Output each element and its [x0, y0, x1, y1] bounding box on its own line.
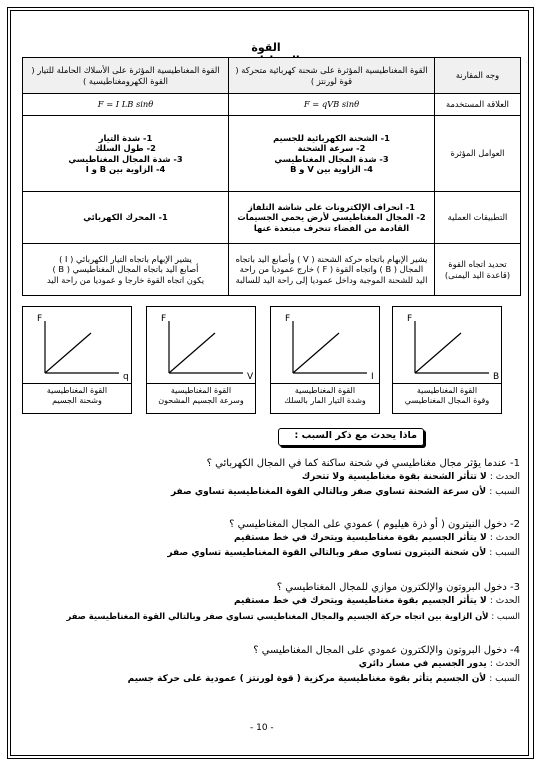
question-text: 4- دخول البروتون والإلكترون عمودي على المجال المغناطيسي ؟ — [253, 645, 520, 656]
answer-event — [25, 596, 520, 606]
header-aspect: وجه المقارنة — [435, 58, 521, 94]
x-axis-label: I — [371, 372, 374, 382]
row-label-direction — [435, 244, 521, 296]
y-axis-label: F — [285, 314, 291, 324]
x-axis-label: V — [247, 372, 254, 382]
header-charge: القوة المغناطيسية المؤثرة على شحنة كهربائية متحركة ( قوة لورنتز ) — [229, 58, 435, 94]
list-item: 1- المحرك الكهربائي — [83, 212, 168, 223]
graph-svg — [271, 307, 381, 385]
event-label: الحدث : — [489, 533, 520, 543]
comparison-table — [22, 57, 521, 296]
list-item: 2- سرعة الشحنة — [297, 143, 366, 154]
row-label-applications: التطبيقات العملية — [435, 192, 521, 244]
proportional-line — [45, 333, 91, 373]
x-axis-label: q — [123, 372, 129, 382]
graph-caption — [146, 384, 256, 414]
rule-line: يشير الإبهام باتجاه حركة الشحنة ( V ) وأصابع اليد باتجاه — [235, 253, 428, 264]
graph-box — [22, 306, 132, 384]
rule-line: أصابع اليد باتجاه المجال المغناطيسي ( B ) — [52, 264, 199, 275]
list-item: 4- الزاوية بين B و I — [85, 163, 166, 174]
answer-event — [25, 472, 520, 482]
reason-label: السبب : — [489, 674, 520, 684]
event-text: لا يتأثر الجسيم بقوة مغناطيسية ويتحرك في خط مستقيم — [234, 596, 487, 606]
wire-factors-list — [23, 116, 229, 192]
list-item: 1- شدة التيار — [98, 132, 153, 143]
page-number: - 10 - — [250, 723, 274, 733]
question-block-4 — [25, 645, 520, 684]
x-axis-label: B — [493, 372, 500, 382]
answer-reason — [25, 548, 520, 558]
proportional-line — [293, 333, 339, 373]
direction-label-line: تحديد اتجاه القوة — [448, 259, 507, 270]
proportional-line — [415, 333, 461, 373]
reason-label: السبب : — [489, 487, 520, 497]
reason-text: لأن سرعة الشحنة تساوي صفر وبالتالي القوة المغناطيسية تساوي صفر — [170, 487, 487, 497]
graph-box — [270, 306, 380, 384]
charge-applications-list — [229, 192, 435, 244]
graph-box — [392, 306, 502, 384]
answer-reason — [25, 487, 520, 497]
event-label: الحدث : — [489, 472, 520, 482]
reason-text: لأن الجسيم يتأثر بقوة مغناطيسية مركزية ( قوة لورنتز ) عمودية على حركة جسيم — [127, 674, 487, 684]
table-row-applications — [23, 192, 521, 244]
list-item: 1- الشحنة الكهربائية للجسيم — [273, 132, 390, 143]
rule-line: المجال ( B ) واتجاه القوة ( F ) خارج عموديا من راحة — [239, 264, 424, 275]
question-block-3 — [25, 582, 520, 621]
graph-force-current — [270, 306, 380, 414]
table-header-row — [23, 58, 521, 94]
table-row-factors — [23, 116, 521, 192]
rule-line: يكون اتجاه القوة خارجا و عموديا من راحة اليد — [46, 274, 205, 285]
answer-event — [25, 659, 520, 669]
answer-event — [25, 533, 520, 543]
caption-line: وقوة المجال المغناطيسي — [404, 396, 490, 406]
event-label: الحدث : — [489, 596, 520, 606]
graph-caption — [22, 384, 132, 414]
list-item: 3- شدة المجال المغناطيسي — [274, 153, 389, 164]
answer-reason — [25, 611, 520, 621]
row-label-relation: العلاقة المستخدمة — [435, 94, 521, 116]
direction-label-line: (قاعدة اليد اليمنى) — [444, 269, 511, 280]
graph-svg — [23, 307, 133, 385]
list-item: 2- طول السلك — [95, 143, 156, 154]
questions-header: ماذا يحدث مع ذكر السبب : — [278, 428, 424, 446]
graphs-row — [22, 306, 500, 414]
caption-line: وشدة التيار المار بالسلك — [284, 396, 366, 406]
question-text: 3- دخول البروتون والإلكترون موازي للمجال المغناطيسي ؟ — [276, 582, 520, 593]
header-wire: القوة المغناطيسية المؤثرة على الأسلاك الحاملة للتيار ( القوة الكهرومغناطيسية ) — [23, 58, 229, 94]
reason-label: السبب : — [489, 548, 520, 558]
page-title: القوة — [222, 41, 310, 68]
caption-line: القوة المغناطيسية — [46, 386, 108, 395]
graph-caption — [392, 384, 502, 414]
list-item: 4- الزاوية بين V و B — [290, 163, 373, 174]
list-item: 1- انحراف الإلكترونات على شاشة التلفاز — [248, 201, 415, 212]
question-block-1 — [25, 458, 520, 497]
caption-line: وشحنة الجسيم — [52, 396, 102, 406]
reason-text: لأن الزاوية بين اتجاه حركة الجسيم والمجال المغناطيسي تساوي صفر وبالتالي القوة المغناطيسية صفر — [66, 611, 489, 621]
question-text: 2- دخول النيترون ( أو ذرة هيليوم ) عمودي على المجال المغناطيسي ؟ — [229, 519, 520, 530]
y-axis-label: F — [37, 314, 43, 324]
list-item: 2- المجال المغناطيسي لأرض يحمي الجسيمات القادمة من الفضاء تنحرف مبتعدة عنها — [237, 212, 426, 233]
caption-line: القوة المغناطيسية — [294, 386, 356, 395]
wire-formula: F = I LB sinθ — [23, 94, 229, 116]
wire-applications-list — [23, 192, 229, 244]
question-block-2 — [25, 519, 520, 558]
rule-line: اليد للشحنة الموجبة وداخل عموديا إلى راحة اليد للسالبة — [235, 274, 428, 285]
graph-force-field — [392, 306, 502, 414]
charge-direction-rule — [229, 244, 435, 296]
caption-line: القوة المغناطيسية — [170, 386, 232, 395]
event-label: الحدث : — [489, 659, 520, 669]
event-text: لا تتأثر الشحنة بقوة مغناطيسية ولا تتحرك — [301, 472, 487, 482]
table-row-direction — [23, 244, 521, 296]
charge-formula: F = qVB sinθ — [229, 94, 435, 116]
graph-caption — [270, 384, 380, 414]
answer-reason — [25, 674, 520, 684]
graph-svg — [393, 307, 503, 385]
event-text: يدور الجسيم في مسار دائري — [358, 659, 487, 669]
row-label-factors: العوامل المؤثرة — [435, 116, 521, 192]
table-row-relation — [23, 94, 521, 116]
proportional-line — [169, 333, 215, 373]
graph-force-charge — [22, 306, 132, 414]
event-text: لا يتأثر الجسيم بقوة مغناطيسية ويتحرك في خط مستقيم — [234, 533, 487, 543]
list-item: 3- شدة المجال المغناطيسي — [68, 153, 183, 164]
caption-line: وسرعة الجسيم المشحون — [158, 396, 244, 406]
rule-line: يشير الإبهام باتجاه التيار الكهربائي ( I ) — [59, 253, 192, 264]
graph-force-velocity — [146, 306, 256, 414]
reason-text: لأن شحنة النيترون تساوي صفر وبالتالي القوة المغناطيسية تساوي صفر — [167, 548, 487, 558]
y-axis-label: F — [407, 314, 413, 324]
question-text: 1- عندما يؤثر مجال مغناطيسي في شحنة ساكنة كما في المجال الكهربائي ؟ — [206, 458, 520, 469]
charge-factors-list — [229, 116, 435, 192]
wire-direction-rule — [23, 244, 229, 296]
caption-line: القوة المغناطيسية — [416, 386, 478, 395]
reason-label: السبب : — [491, 611, 520, 621]
y-axis-label: F — [161, 314, 167, 324]
graph-svg — [147, 307, 257, 385]
graph-box — [146, 306, 256, 384]
